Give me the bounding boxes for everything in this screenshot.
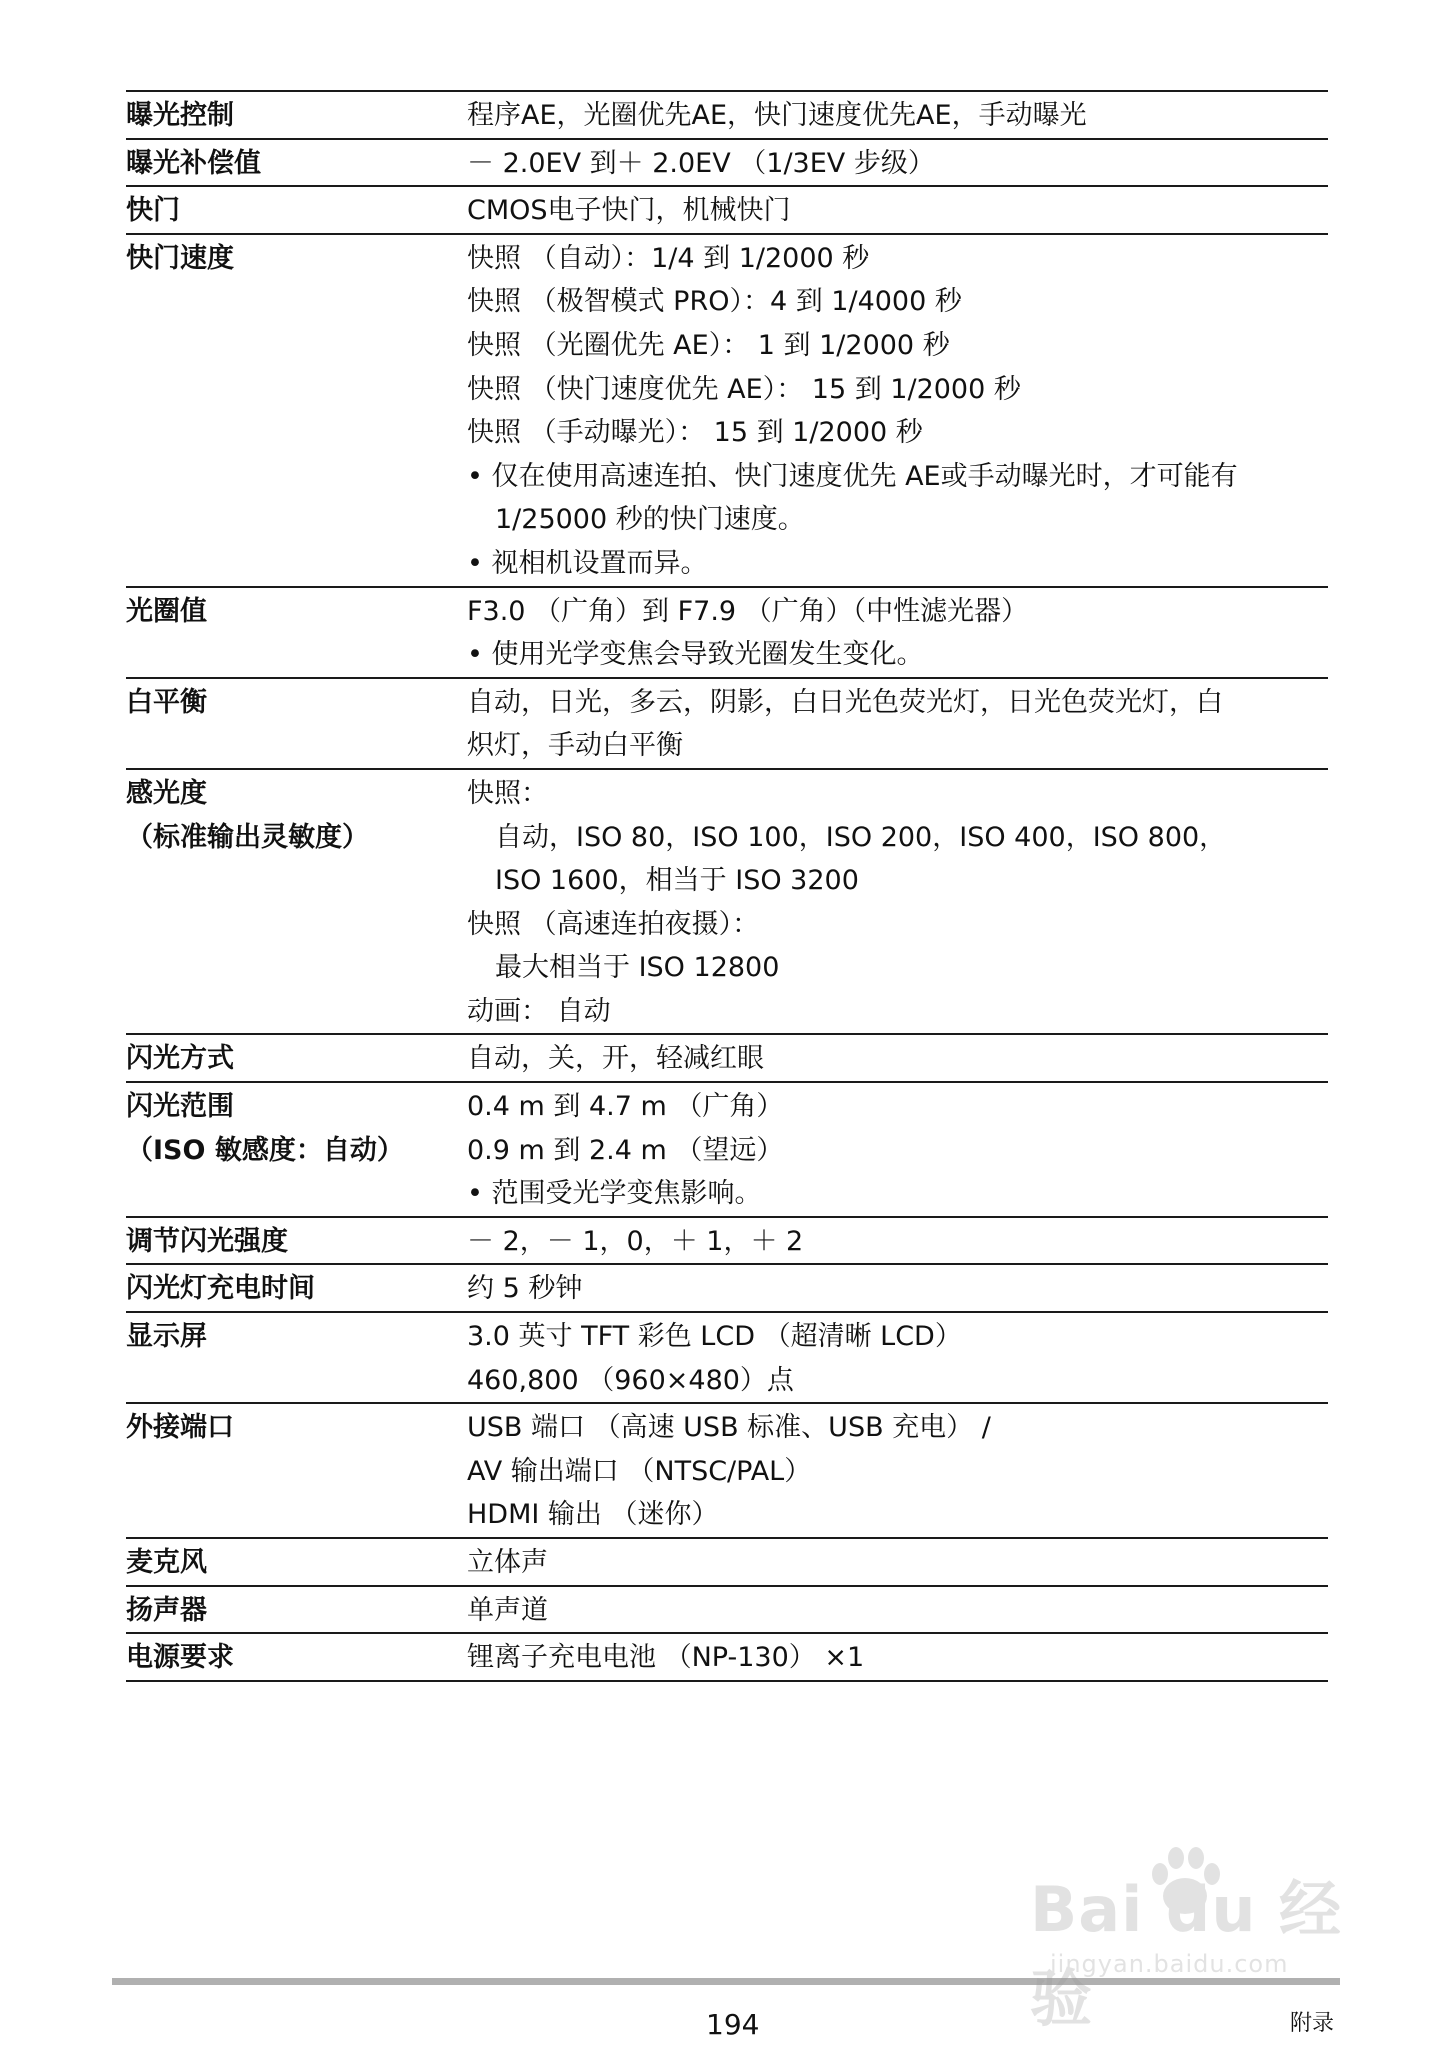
spec-value-line: 动画： 自动 — [467, 995, 611, 1027]
spec-row — [126, 587, 1328, 678]
spec-row — [126, 1217, 1328, 1265]
spec-label-line: 曝光补偿值 — [126, 147, 261, 179]
spec-value — [467, 1082, 1328, 1217]
spec-value-line: 快照： — [467, 777, 548, 809]
spec-value-line: 炽灯，手动白平衡 — [467, 730, 683, 762]
spec-label — [126, 587, 467, 678]
spec-note-line: 1/25000 秒的快门速度。 — [495, 504, 805, 536]
spec-row — [126, 1082, 1328, 1217]
spec-value — [467, 139, 1328, 187]
spec-label-line: 感光度 — [126, 777, 207, 809]
spec-row — [126, 769, 1328, 1035]
spec-label — [126, 1217, 467, 1265]
spec-value — [467, 1312, 1328, 1403]
spec-label — [126, 234, 467, 587]
watermark-brand: Bai du 经验 — [1030, 1873, 1343, 2035]
spec-label-line: 快门速度 — [126, 242, 234, 274]
spec-label-line: 曝光控制 — [126, 100, 234, 131]
spec-label — [126, 139, 467, 187]
spec-label — [126, 769, 467, 1035]
spec-label — [126, 1082, 467, 1217]
spec-label-line: 光圈值 — [126, 595, 207, 627]
spec-value-line: 快照 （光圈优先 AE）： 1 到 1/2000 秒 — [467, 329, 950, 361]
spec-value-line: 自动，ISO 80，ISO 100，ISO 200，ISO 400，ISO 800， — [495, 821, 1227, 853]
spec-label-line: 调节闪光强度 — [126, 1225, 288, 1257]
spec-row — [126, 1403, 1328, 1538]
spec-label-line: 扬声器 — [126, 1594, 207, 1626]
spec-value-line: 0.9 m 到 2.4 m （望远） — [467, 1134, 784, 1166]
spec-value — [467, 587, 1328, 678]
spec-label-line: 白平衡 — [126, 686, 207, 718]
spec-table-body — [126, 91, 1328, 1681]
spec-value — [467, 1403, 1328, 1538]
spec-value-line: 3.0 英寸 TFT 彩色 LCD （超清晰 LCD） — [467, 1321, 962, 1353]
spec-value-line: 0.4 m 到 4.7 m （广角） — [467, 1091, 784, 1123]
watermark-url: jingyan.baidu.com — [1050, 1950, 1289, 1978]
spec-label-line: 显示屏 — [126, 1321, 207, 1353]
spec-value-line: 程序AE，光圈优先AE，快门速度优先AE，手动曝光 — [467, 100, 1087, 131]
spec-row — [126, 1633, 1328, 1681]
spec-value-line: USB 端口 （高速 USB 标准、USB 充电） / — [467, 1412, 991, 1444]
spec-value-line: F3.0 （广角）到 F7.9 （广角）（中性滤光器） — [467, 595, 1029, 627]
spec-value — [467, 1538, 1328, 1586]
spec-value-line: 快照 （自动）：1/4 到 1/2000 秒 — [467, 242, 870, 274]
spec-value — [467, 1633, 1328, 1681]
spec-label — [126, 1538, 467, 1586]
spec-value-line: 快照 （极智模式 PRO）：4 到 1/4000 秒 — [467, 286, 962, 318]
spec-value-line: AV 输出端口 （NTSC/PAL） — [467, 1455, 812, 1487]
spec-table — [126, 90, 1328, 1682]
spec-label — [126, 1312, 467, 1403]
spec-note-line: • 仅在使用高速连拍、快门速度优先 AE或手动曝光时，才可能有 — [467, 460, 1238, 492]
spec-label — [126, 1403, 467, 1538]
spec-value-line: 快照 （手动曝光）： 15 到 1/2000 秒 — [467, 417, 923, 449]
spec-value-line: ISO 1600，相当于 ISO 3200 — [495, 865, 859, 897]
spec-row — [126, 1538, 1328, 1586]
spec-value — [467, 234, 1328, 587]
spec-value-line: 锂离子充电电池 （NP-130） ×1 — [467, 1642, 865, 1674]
spec-label-line: 闪光灯充电时间 — [126, 1273, 315, 1305]
spec-label-line: （标准输出灵敏度） — [126, 821, 369, 853]
spec-note-line: • 视相机设置而异。 — [467, 547, 708, 579]
spec-row — [126, 234, 1328, 587]
spec-note-line: • 使用光学变焦会导致光圈发生变化。 — [467, 639, 924, 671]
section-label: 附录 — [1290, 2011, 1335, 2036]
spec-value-line: CMOS电子快门，机械快门 — [467, 195, 791, 227]
spec-row — [126, 1586, 1328, 1634]
spec-value — [467, 186, 1328, 234]
spec-row — [126, 1034, 1328, 1082]
spec-label — [126, 1586, 467, 1634]
spec-label-line: 快门 — [126, 195, 180, 227]
spec-value-line: － 2.0EV 到＋ 2.0EV （1/3EV 步级） — [467, 147, 935, 179]
spec-label-line: （ISO 敏感度：自动） — [126, 1134, 404, 1166]
spec-note-line: • 范围受光学变焦影响。 — [467, 1178, 762, 1210]
spec-value-line: 快照 （高速连拍夜摄）： — [467, 908, 760, 940]
spec-row — [126, 1264, 1328, 1312]
spec-value — [467, 1217, 1328, 1265]
spec-label-line: 闪光范围 — [126, 1091, 234, 1123]
spec-label-line: 外接端口 — [126, 1412, 234, 1444]
spec-label — [126, 1633, 467, 1681]
page-number: 194 — [706, 2008, 760, 2041]
spec-value-line: 460,800 （960×480）点 — [467, 1364, 794, 1396]
spec-label — [126, 678, 467, 769]
spec-row — [126, 1312, 1328, 1403]
spec-row — [126, 91, 1328, 139]
spec-value — [467, 91, 1328, 139]
spec-label — [126, 1264, 467, 1312]
spec-value — [467, 1264, 1328, 1312]
spec-value-line: － 2，－ 1，0，＋ 1，＋ 2 — [467, 1225, 804, 1257]
spec-value-line: 最大相当于 ISO 12800 — [495, 952, 780, 984]
spec-label-line: 电源要求 — [126, 1642, 234, 1674]
spec-value-line: 自动，关，开，轻减红眼 — [467, 1043, 764, 1075]
spec-value-line: 单声道 — [467, 1594, 548, 1626]
spec-value — [467, 1034, 1328, 1082]
spec-value-line: 自动，日光，多云，阴影，白日光色荧光灯，日光色荧光灯，白 — [467, 686, 1223, 718]
spec-label — [126, 91, 467, 139]
spec-value — [467, 1586, 1328, 1634]
spec-label — [126, 1034, 467, 1082]
spec-value-line: HDMI 输出 （迷你） — [467, 1499, 719, 1531]
spec-value — [467, 678, 1328, 769]
spec-row — [126, 678, 1328, 769]
spec-label — [126, 186, 467, 234]
spec-label-line: 闪光方式 — [126, 1043, 234, 1075]
spec-value-line: 约 5 秒钟 — [467, 1273, 583, 1305]
spec-row — [126, 139, 1328, 187]
spec-label-line: 麦克风 — [126, 1547, 207, 1578]
spec-value-line: 快照 （快门速度优先 AE）： 15 到 1/2000 秒 — [467, 373, 1021, 405]
spec-value-line: 立体声 — [467, 1547, 548, 1578]
spec-row — [126, 186, 1328, 234]
spec-value — [467, 769, 1328, 1035]
